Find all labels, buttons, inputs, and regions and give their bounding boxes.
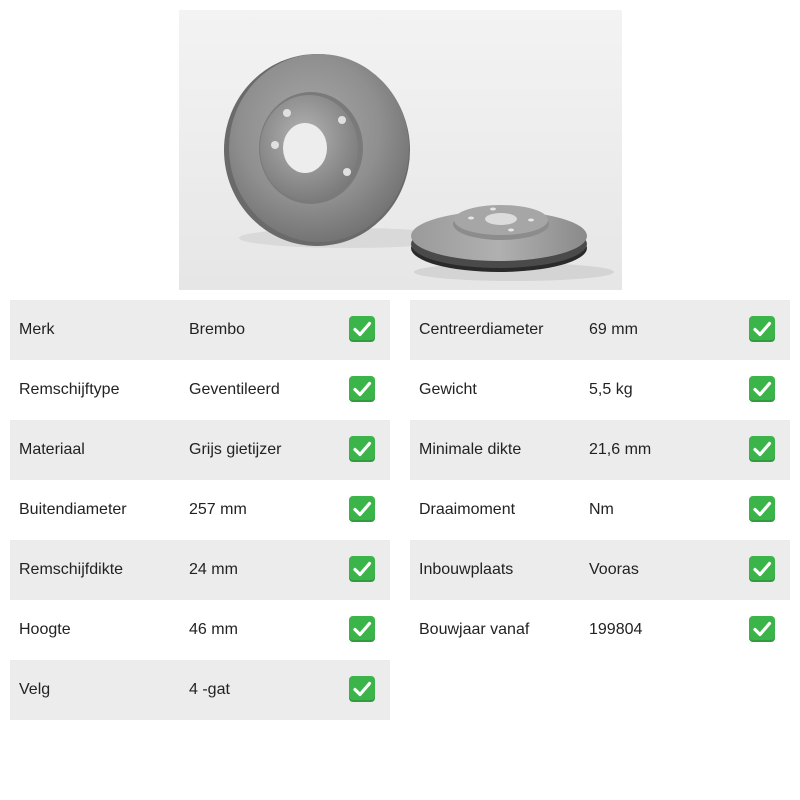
spec-value: Brembo [189, 321, 246, 338]
spec-label: Hoogte [19, 621, 71, 638]
product-image [179, 10, 622, 290]
spec-value: 21,6 mm [589, 441, 652, 458]
spec-value: Geventileerd [189, 381, 280, 398]
check-icon [349, 496, 375, 522]
spec-value: Nm [589, 501, 614, 518]
spec-value: 69 mm [589, 321, 638, 338]
spec-row [410, 360, 790, 420]
check-icon [349, 556, 375, 582]
spec-row [10, 660, 390, 720]
check-icon [749, 556, 775, 582]
spec-value: 5,5 kg [589, 381, 633, 398]
check-icon [349, 316, 375, 342]
spec-row [10, 480, 390, 540]
spec-row [410, 600, 790, 660]
spec-value: 46 mm [189, 621, 238, 638]
spec-label: Remschijftype [19, 381, 120, 398]
check-icon [749, 316, 775, 342]
spec-label: Gewicht [419, 381, 477, 398]
spec-label: Buitendiameter [19, 501, 127, 518]
check-icon [749, 376, 775, 402]
spec-value: 4 -gat [189, 681, 230, 698]
spec-label: Inbouwplaats [419, 561, 514, 578]
spec-row [410, 540, 790, 600]
check-icon [349, 376, 375, 402]
spec-row [410, 420, 790, 480]
spec-label: Bouwjaar vanaf [419, 621, 530, 638]
check-icon [349, 676, 375, 702]
brake-disc-illustration [179, 10, 622, 290]
spec-row [10, 300, 390, 360]
spec-label: Merk [19, 321, 55, 338]
spec-label: Centreerdiameter [419, 321, 544, 338]
check-icon [749, 496, 775, 522]
spec-label: Minimale dikte [419, 441, 522, 458]
spec-table-left [10, 300, 390, 720]
spec-row [410, 480, 790, 540]
spec-value: Grijs gietijzer [189, 441, 282, 458]
spec-row [10, 360, 390, 420]
spec-value: 24 mm [189, 561, 238, 578]
spec-value: Vooras [589, 561, 639, 578]
spec-value: 199804 [589, 621, 643, 638]
spec-row [10, 420, 390, 480]
spec-label: Draaimoment [419, 501, 516, 518]
check-icon [749, 616, 775, 642]
spec-row [10, 600, 390, 660]
check-icon [349, 436, 375, 462]
spec-row [410, 300, 790, 360]
spec-table-right [410, 300, 790, 660]
spec-label: Remschijfdikte [19, 561, 124, 578]
spec-row [10, 540, 390, 600]
spec-value: 257 mm [189, 501, 247, 518]
spec-label: Materiaal [19, 441, 85, 458]
check-icon [749, 436, 775, 462]
spec-label: Velg [19, 681, 51, 698]
check-icon [349, 616, 375, 642]
